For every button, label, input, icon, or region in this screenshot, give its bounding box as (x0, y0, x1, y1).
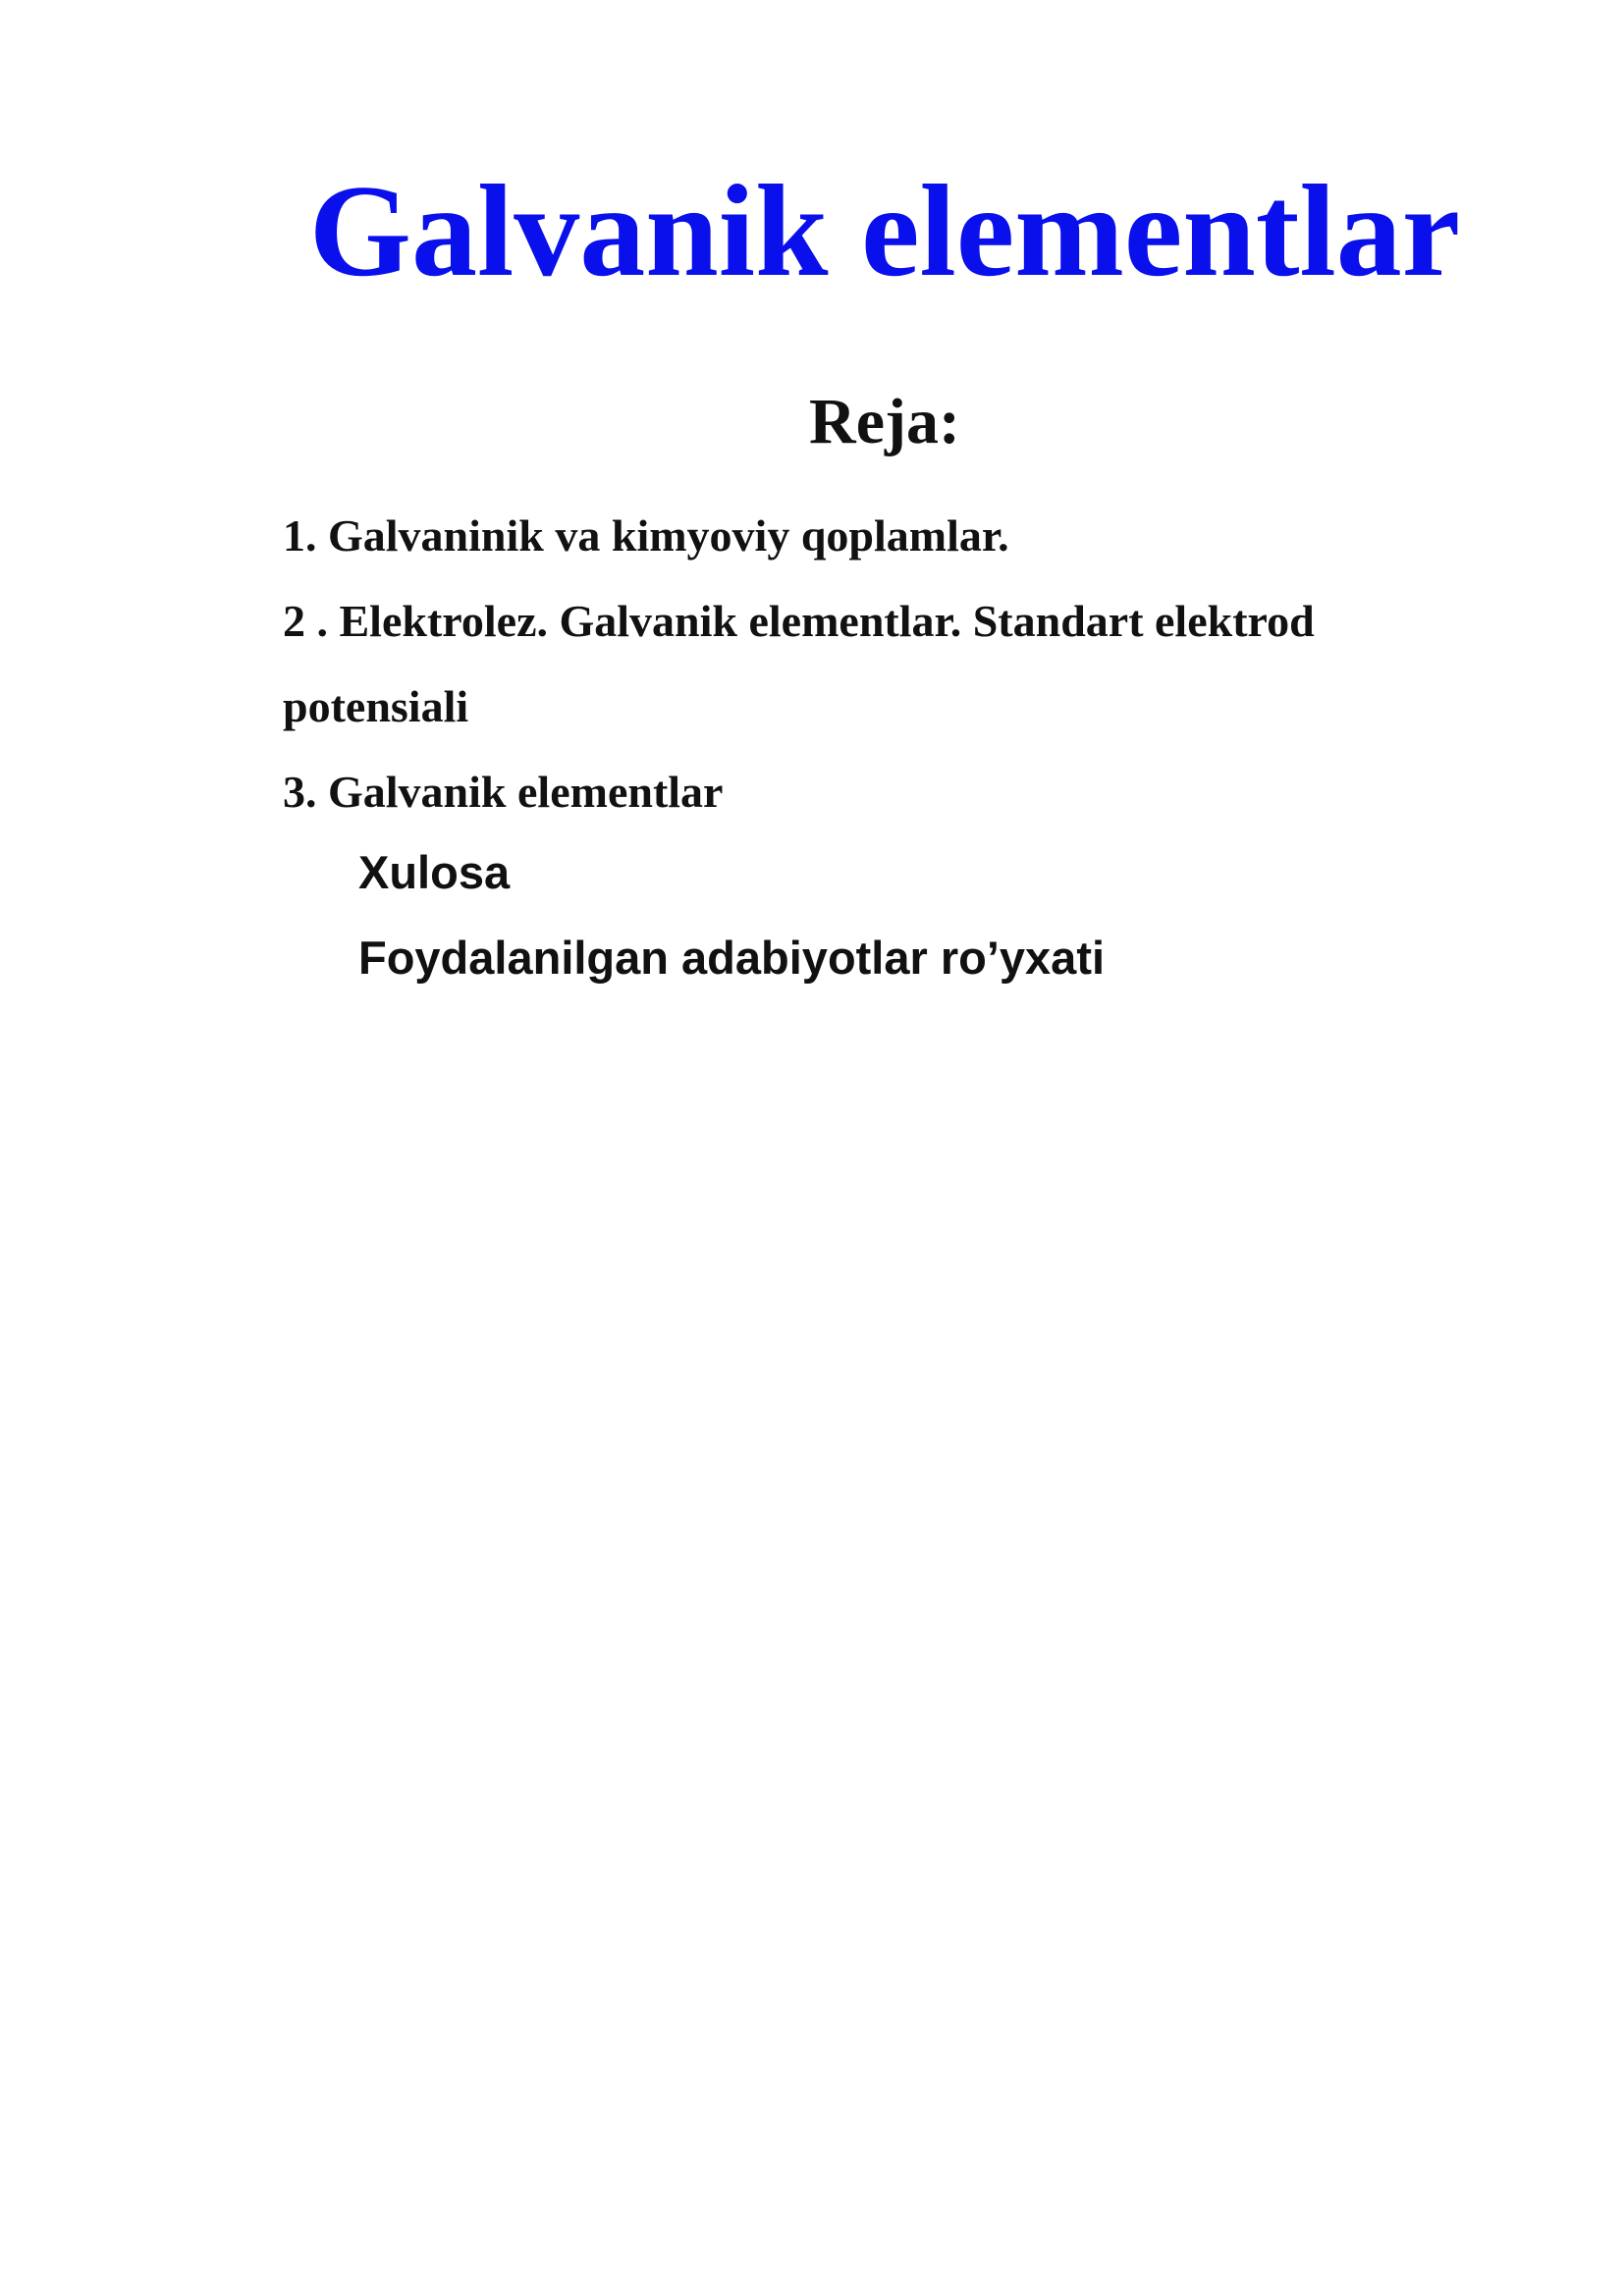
plan-item-references: Foydalanilgan adabiyotlar ro’yxati (358, 932, 1106, 984)
plan-item-3: 3. Galvanik elementlar (283, 767, 724, 817)
plan-item-2: 2 . Elektrolez. Galvanik elementlar. Standart elektrod (283, 596, 1315, 646)
plan-item-1: 1. Galvaninik va kimyoviy qoplamlar. (283, 510, 1009, 561)
plan-extra-list (358, 829, 1105, 1000)
plan-list (283, 493, 1481, 834)
plan-item-2-continued: potensiali (283, 681, 469, 731)
plan-item-conclusion: Xulosa (358, 846, 511, 898)
plan-heading: Reja: (809, 386, 960, 457)
page-title: Galvanik elementlar (308, 158, 1461, 303)
